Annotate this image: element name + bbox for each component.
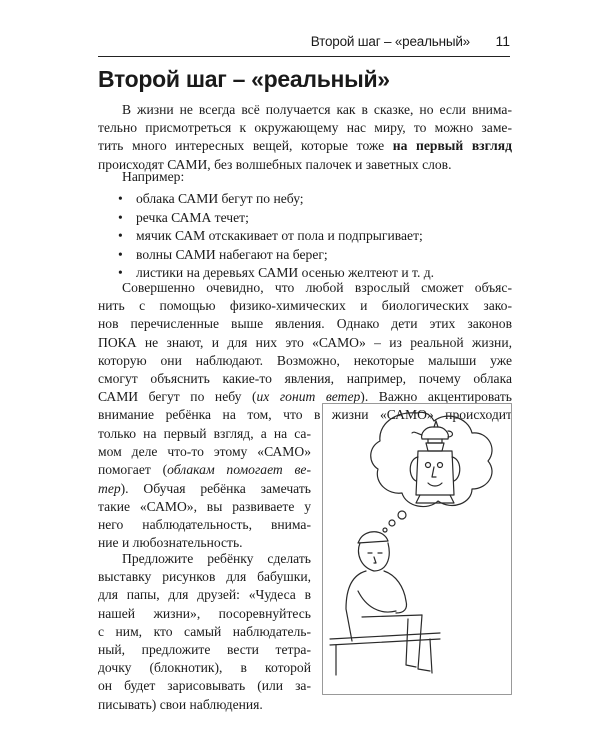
text-line: которую они наблюдают. Возможно, некоторые малыши уже [98, 352, 512, 368]
text-line: нить с помощью физико-химических и биологических зако- [98, 298, 512, 314]
example-list [118, 190, 434, 283]
italic-phrase: тер [98, 480, 121, 496]
list-item: • волны САМИ набегают на берег; [118, 246, 434, 265]
exhibition-paragraph [98, 550, 311, 714]
boy-thigh [362, 615, 422, 617]
italic-phrase: их гонит ветер [256, 389, 361, 405]
bench-seat [330, 633, 440, 639]
text-line: ние и любознательность. [98, 535, 243, 551]
text-span: ). Важно акцентировать [360, 389, 512, 405]
text-line: мом деле что-то этому «САМО» [98, 444, 311, 460]
boy-nose [374, 557, 376, 563]
text-line: выставку рисунков для бабушки, [98, 569, 311, 585]
boy-leg-back [406, 619, 416, 667]
samovar-base [416, 495, 454, 503]
samovar-eye-right [438, 463, 443, 468]
wrapped-paragraph-continuation [98, 425, 311, 552]
thought-bubble-small [383, 528, 387, 532]
text-line: только на первый взгляд, а на са- [98, 426, 311, 441]
text-line: нашей жизни», посоревнуйтесь [98, 605, 311, 621]
text-line: происходят САМИ, без волшебных палочек и заветных слов. [98, 156, 452, 172]
list-item: • облака САМИ бегут по небу; [118, 190, 434, 209]
samovar-eye-left [426, 463, 431, 468]
list-item: • мячик САМ отскакивает от пола и подпрыгивает; [118, 227, 434, 246]
text-line: ный, предложите вести тетра- [98, 642, 311, 658]
text-span: ). Обучая ребёнка замечать [120, 480, 311, 496]
samovar-nose [432, 467, 436, 477]
illustration-frame [323, 404, 512, 695]
text-span: помогает ( [98, 462, 168, 478]
boy-back [346, 571, 366, 641]
teapot-body [422, 427, 449, 439]
text-line: такие «САМО», вы развиваете у [98, 498, 311, 514]
boy-cap [358, 532, 388, 543]
bold-phrase: на первый взгляд [392, 138, 512, 154]
teapot-spout [412, 432, 422, 435]
text-line: для папы, для друзей: «Чудеса в [98, 587, 311, 603]
text-line: нов перечисленные выше явления. Однако дети этих законов [98, 316, 512, 332]
samovar-neck [426, 443, 444, 451]
intro-paragraph [98, 101, 512, 174]
running-header [98, 30, 510, 57]
text-line: смогут объяснить какие-то явления, например, почему облака [98, 371, 512, 387]
text-line: Предложите ребёнку сделать [122, 551, 311, 566]
page-number: 11 [495, 33, 510, 49]
text-line: с ним, кто самый наблюдатель- [98, 623, 311, 639]
text-line [98, 137, 512, 155]
bench-leg-right [430, 639, 432, 673]
list-item: • речка САМА течет; [118, 209, 434, 228]
text-line: него наблюдательность, внима- [98, 517, 311, 533]
example-label: Например: [122, 169, 185, 184]
section-heading: Второй шаг – «реальный» [98, 66, 390, 92]
illustration [322, 403, 512, 695]
running-header-title: Второй шаг – «реальный» [310, 34, 470, 49]
text-line: В жизни не всегда всё получается как в сказке, но если внима- [122, 102, 512, 117]
text-line: Совершенно очевидно, что любой взрослый сможет объяс- [122, 280, 512, 295]
samovar-mouth [428, 483, 442, 486]
text-line: тельно присмотреться к окружающему нас миру, то можно заме- [98, 120, 512, 136]
teapot-lid-knob [434, 421, 438, 427]
text-line: ПОКА не знают, и для них это «САМО» – из реальной жизни, [98, 334, 512, 350]
samovar-crown [428, 439, 442, 443]
text-line: он будет зарисовывать (или за- [98, 678, 311, 694]
bench-seat-edge [330, 639, 440, 645]
text-span: тить много интересных вещей, которые тоже [98, 138, 393, 154]
boy-hands [396, 601, 407, 613]
italic-phrase: облакам помогает ве- [167, 462, 311, 478]
text-line: дочку (блокнотик), в которой [98, 660, 311, 676]
boy-leg-front [418, 615, 430, 671]
thought-bubble-medium [389, 520, 395, 526]
text-line [98, 461, 311, 479]
thought-bubble-large [398, 511, 406, 519]
boy-dreaming-of-samovar-drawing [322, 403, 512, 695]
text-line: внимание ребёнка на том, что в жизни «САМО» происходит [98, 407, 512, 423]
boy-shoulder [384, 571, 406, 601]
samovar-body [416, 451, 454, 495]
list-item: • листики на деревьях САМИ осенью желтеют и т. д. [118, 264, 434, 283]
text-span: САМИ бегут по небу ( [98, 389, 257, 405]
text-line [98, 480, 311, 498]
text-line: писывать) свои наблюдения. [98, 696, 263, 712]
boy-arm [358, 591, 396, 612]
